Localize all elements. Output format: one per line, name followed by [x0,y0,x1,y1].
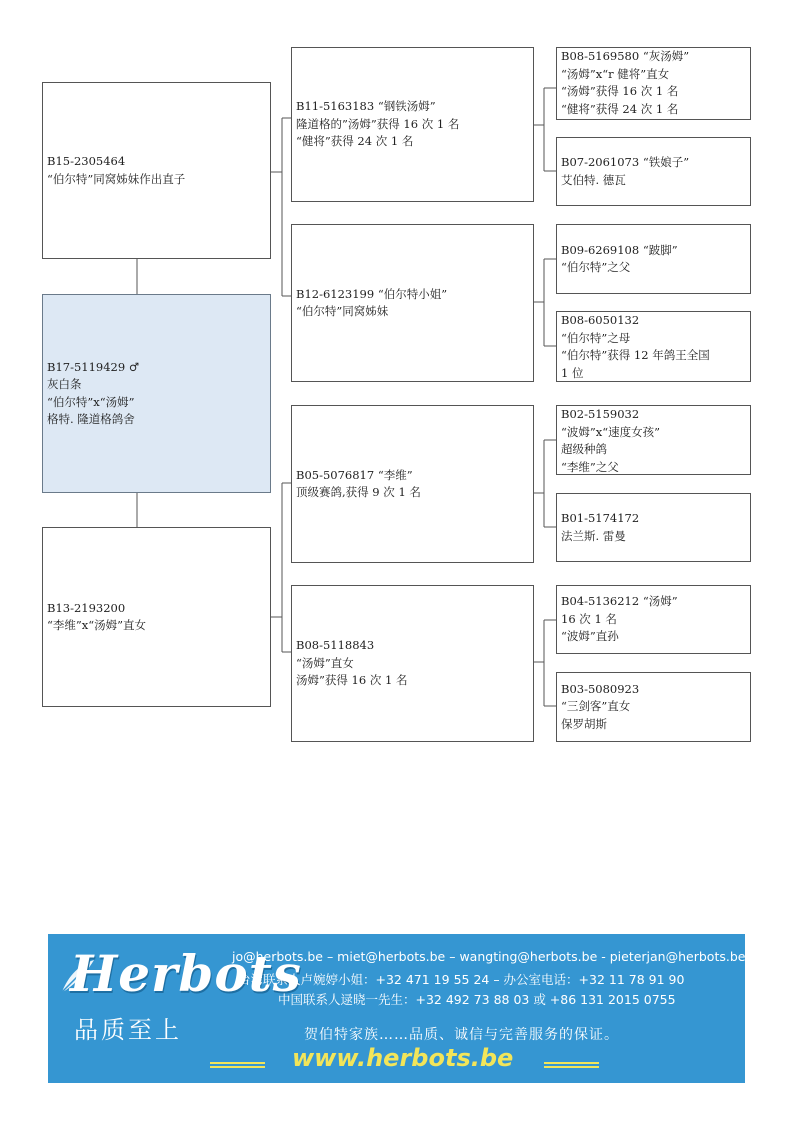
g3-card-6 [556,493,751,562]
g3-card-3 [556,224,751,294]
g3-8-line-1: B03-5080923 [561,681,640,696]
dam-info: “李维”x“汤姆”直女 [47,618,147,632]
g3-card-7 [556,585,751,654]
sire-dam-ring: B12-6123199 “伯尔特小姐” [296,286,448,301]
g3-1-line-2: “汤姆”x“r 健将”直女 [561,66,670,81]
sire-sire-card [291,47,534,202]
sire-sire-info-2: “健将”获得 24 次 1 名 [296,134,414,149]
subject-ring: B17-5119429 ♂ [47,359,140,374]
sire-ring: B15-2305464 [47,154,126,168]
sire-dam-info: “伯尔特”同窝姊妹 [296,304,389,318]
g3-6-line-2: 法兰斯. 雷曼 [561,528,626,543]
g3-7-line-3: “波姆”直孙 [561,629,619,644]
g3-1-line-3: “汤姆”获得 16 次 1 名 [561,84,679,98]
g3-2-line-2: 艾伯特. 德瓦 [561,172,626,187]
subject-color: 灰白条 [47,377,82,391]
g3-7-line-1: B04-5136212 “汤姆” [561,594,678,609]
sire-card [42,82,271,259]
g3-5-line-1: B02-5159032 [561,407,640,421]
g3-5-line-3: 超级种鸽 [561,442,607,456]
g3-6-line-1: B01-5174172 [561,511,640,525]
dam-sire-info: 顶级赛鸽,获得 9 次 1 名 [296,485,421,499]
dam-dam-info-2: 汤姆”获得 16 次 1 名 [296,673,408,688]
herbots-logo: Herbots [70,944,302,1003]
g3-8-line-2: “三剑客”直女 [561,699,631,714]
divider-left [210,1062,265,1068]
subject-loft: 格特. 隆道格鸽舍 [47,412,135,426]
dam-dam-ring: B08-5118843 [296,638,375,653]
g3-4-line-4: 1 位 [561,365,584,380]
subject-parents: “伯尔特”x“汤姆” [47,394,135,409]
footer-banner [48,934,745,1083]
g3-card-5 [556,405,751,475]
g3-card-8 [556,672,751,742]
dam-ring: B13-2193200 [47,600,126,615]
g3-4-line-1: B08-6050132 [561,313,640,327]
g3-card-4 [556,311,751,382]
sire-info: “伯尔特”同窝姊妹作出直子 [47,171,186,186]
g3-card-2 [556,137,751,206]
g3-5-line-2: “波姆”x“速度女孩” [561,424,661,439]
sire-sire-info-1: 隆道格的”汤姆”获得 16 次 1 名 [296,116,460,131]
g3-card-1 [556,47,751,120]
dam-dam-info-1: “汤姆”直女 [296,655,354,670]
g3-3-line-1: B09-6269108 “跛脚” [561,242,678,257]
g3-4-line-3: “伯尔特”获得 12 年鸽王全国 [561,348,710,362]
email-line[interactable]: jo@herbots.be – miet@herbots.be – wangting@herbots.be - pieterjan@herbots.be [232,949,745,964]
china-contact: 中国联系人逯晓一先生：+32 492 73 88 03 或 +86 131 2015 0755 [278,992,676,1007]
dam-card [42,527,271,707]
g3-4-line-2: “伯尔特”之母 [561,330,631,345]
g3-3-line-2: “伯尔特”之父 [561,260,631,274]
g3-5-line-4: “李维”之父 [561,459,619,474]
sire-sire-ring: B11-5163183 “钢铁汤姆” [296,99,436,114]
g3-1-line-1: B08-5169580 “灰汤姆” [561,49,690,63]
taiwan-contact: 台湾联系人卢婉婷小姐：+32 471 19 55 24 – 办公室电话：+32 11 78 91 90 [238,972,685,987]
dam-dam-card [291,585,534,742]
sire-dam-card [291,224,534,382]
dam-sire-card [291,405,534,563]
g3-2-line-1: B07-2061073 “铁娘子” [561,155,690,169]
motto: 品质至上 [74,1016,182,1044]
g3-8-line-3: 保罗胡斯 [561,716,607,731]
g3-1-line-4: “健将”获得 24 次 1 名 [561,101,679,116]
divider-right [544,1062,599,1068]
dam-sire-ring: B05-5076817 “李维” [296,467,413,482]
slogan: 贺伯特家族……品质、诚信与完善服务的保证。 [304,1027,619,1043]
g3-7-line-2: 16 次 1 名 [561,611,617,626]
website-link[interactable]: www.herbots.be [292,1044,514,1072]
subject-card [42,294,271,493]
